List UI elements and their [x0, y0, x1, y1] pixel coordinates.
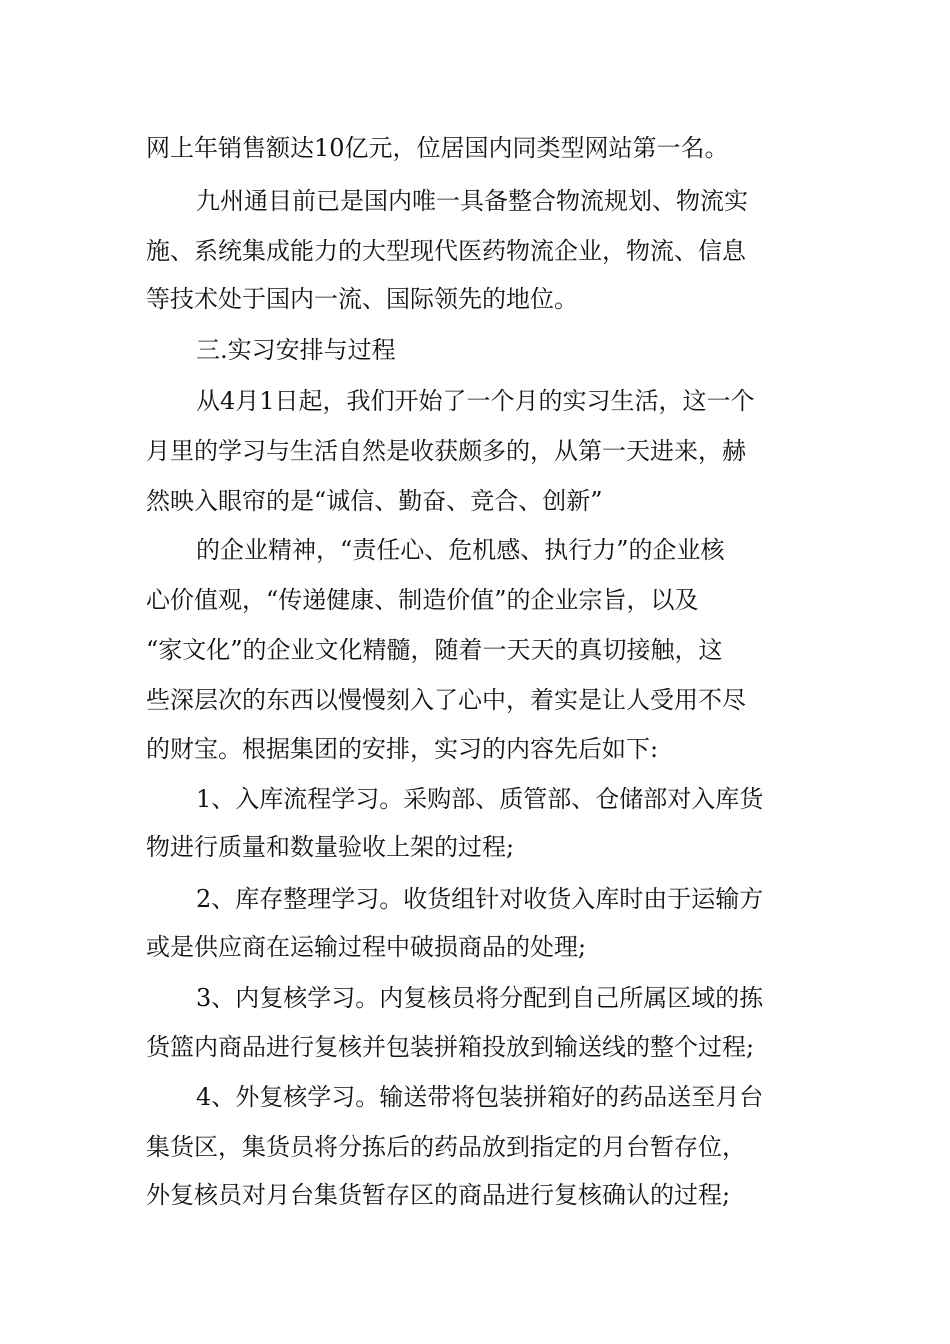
text-line: 网上年销售额达10亿元，位居国内同类型网站第一名。 [146, 134, 729, 162]
list-item-3-line: 3、内复核学习。内复核员将分配到自己所属区域的拣 [196, 984, 764, 1012]
text-line: 的财宝。根据集团的安排，实习的内容先后如下: [146, 735, 659, 763]
text-line: 货篮内商品进行复核并包装拼箱投放到输送线的整个过程; [146, 1033, 755, 1061]
text-line: 或是供应商在运输过程中破损商品的处理; [146, 933, 587, 961]
paragraph-start-line: 九州通目前已是国内唯一具备整合物流规划、物流实 [196, 187, 748, 215]
text-line: 些深层次的东西以慢慢刻入了心中，着实是让人受用不尽 [146, 686, 746, 714]
text-line: 集货区，集货员将分拣后的药品放到指定的月台暂存位， [146, 1133, 746, 1161]
list-item-4-line: 4、外复核学习。输送带将包装拼箱好的药品送至月台 [196, 1083, 764, 1111]
text-line: 然映入眼帘的是“诚信、勤奋、竞合、创新” [146, 487, 603, 515]
text-line: 外复核员对月台集货暂存区的商品进行复核确认的过程; [146, 1181, 731, 1209]
list-item-2-line: 2、库存整理学习。收货组针对收货入库时由于运输方 [196, 885, 764, 913]
section-heading: 三.实习安排与过程 [196, 336, 396, 364]
text-line: 心价值观，“传递健康、制造价值”的企业宗旨，以及 [146, 586, 699, 614]
text-line: 等技术处于国内一流、国际领先的地位。 [146, 285, 578, 313]
text-line: 物进行质量和数量验收上架的过程; [146, 833, 515, 861]
paragraph-start-line: 的企业精神，“责任心、危机感、执行力”的企业核 [196, 536, 725, 564]
paragraph-start-line: 从4月1日起，我们开始了一个月的实习生活，这一个 [196, 387, 755, 415]
text-line: 月里的学习与生活自然是收获颇多的，从第一天进来，赫 [146, 437, 746, 465]
list-item-1-line: 1、入库流程学习。采购部、质管部、仓储部对入库货 [196, 785, 764, 813]
text-line: 施、系统集成能力的大型现代医药物流企业，物流、信息 [146, 237, 746, 265]
text-line: “家文化”的企业文化精髓，随着一天天的真切接触，这 [146, 636, 723, 664]
